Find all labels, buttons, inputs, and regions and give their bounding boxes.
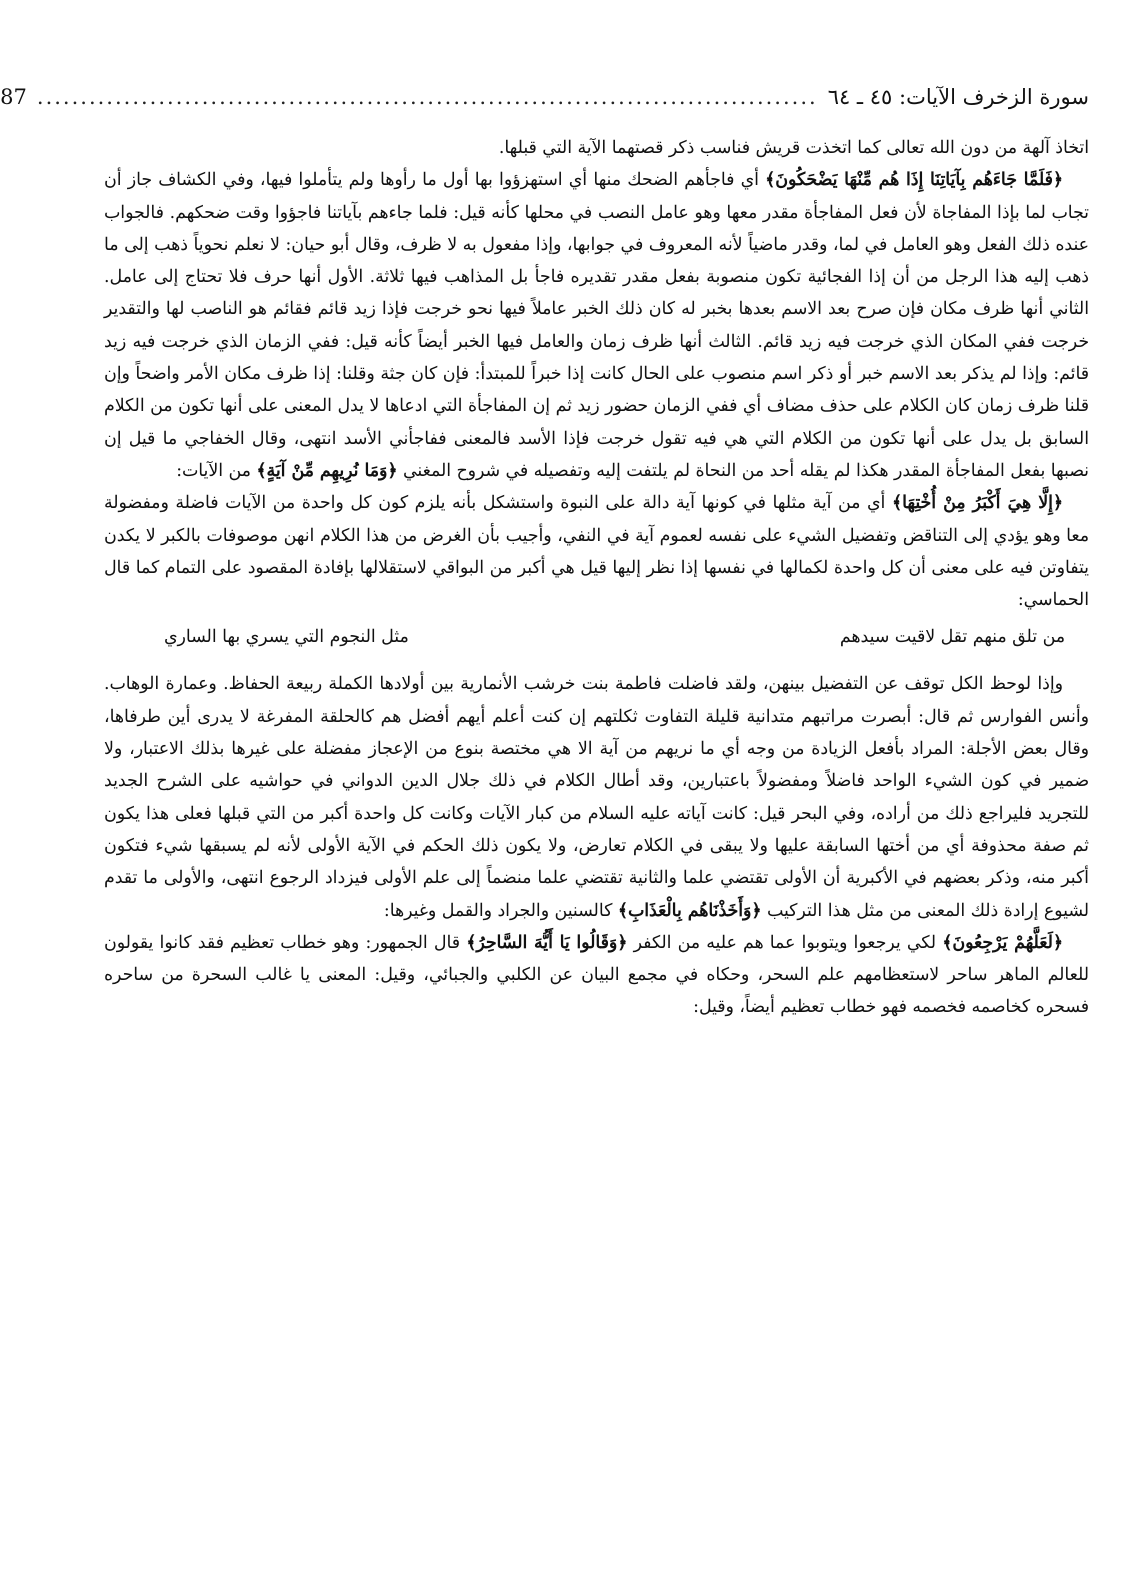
paragraphs-before-verse (104, 132, 1089, 616)
page-body (104, 132, 1089, 1024)
commentary-text: من الآيات: (176, 460, 257, 481)
commentary-text: أي فاجأهم الضحك منها أي استهزؤوا بها أول ما رأوها ولم يتأملوا فيها، وفي الكشاف جاز أن تجاب لما بإذا المفاجاة لأن فعل المفاجأة مقدر معها وهو عامل النصب في محلها كأنه قيل: فلما جاءهم بآياتنا فاجؤوا وقت ضحكهم. فالجواب عنده ذلك الفعل وهو العامل في لما، وقدر ماضياً لأنه المعروف في جوابها، وإذا مفعول به لا ظرف، وقال أبو حيان: لا نعلم نحوياً ذهب إلى ما ذهب إليه هذا الرجل من أن إذا الفجائية تكون منصوبة بفعل مقدر تقديره فاجأ بل المذاهب فيها ثلاثة. الأول أنها حرف فلا تحتاج إلى عامل. الثاني أنها ظرف مكان فإن صرح بعد الاسم بعدها بخبر له كان ذلك الخبر عاملاً فيها نحو خرجت فإذا زيد قائم فقائم هو الناصب لها والتقدير خرجت ففي المكان الذي خرجت فيه زيد قائم. الثالث أنها ظرف زمان والعامل فيها الخبر أيضاً كأنه قيل: ففي الزمان الذي خرجت فيه زيد قائم: وإذا لم يذكر بعد الاسم خبر أو ذكر اسم منصوب على الحال كانت إذا خبراً للمبتدأ: فإن كان جثة وقلنا: إذا ظرف مكان الأمر واضحاً وإن قلنا ظرف زمان كان الكلام على حذف مضاف أي ففي الزمان حضور زيد ثم إن المفاجأة التي ادعاها لا يدل المعنى على أنها تكون من الكلام السابق بل يدل على أنها تكون من الكلام التي هي فيه تقول خرجت فإذا الأسد فالمعنى ففاجأني الأسد انتهى، وقال الخفاجي ما قيل إن نصبها بفعل المفاجأة المقدر هكذا لم يقله أحد من النحاة لم يلتفت إليه وتفصيله في شروح المغني (104, 170, 1089, 481)
quran-quote: ﴿وَقَالُوا يَا أَيُّهَ السَّاحِرُ﴾ (466, 932, 628, 953)
quran-quote: ﴿وَمَا نُرِيهِم مِّنْ آيَةٍ﴾ (256, 460, 398, 481)
commentary-text: لكي يرجعوا ويتوبوا عما هم عليه من الكفر (627, 932, 943, 953)
paragraph (104, 927, 1089, 1024)
paragraph (104, 668, 1089, 926)
page-number: 87 (0, 85, 27, 109)
verse-first-hemistich: من تلق منهم تقل لاقيت سيدهم (839, 627, 1065, 648)
quran-quote: ﴿وَأَخَذْنَاهُم بِالْعَذَابِ﴾ (617, 900, 762, 921)
commentary-text: كالسنين والجراد والقمل وغيرها: (383, 900, 618, 921)
book-page (0, 82, 1089, 1024)
running-header (0, 82, 1089, 116)
quran-quote: ﴿إِلَّا هِيَ أَكْبَرُ مِنْ أُخْتِهَا﴾ (891, 493, 1063, 514)
commentary-text: أي من آية مثلها في كونها آية دالة على النبوة واستشكل بأنه يلزم كون كل واحدة من الآيات فاضلة ومفضولة معا وهو يؤدي إلى التناقض وتفضيل الشيء على نفسه لعموم آية في النفي، وأجيب بأن الغرض من هذا الكلام انهن موصوفات بالكبر لا يكدن يتفاوتن فيه على معنى أن كل واحدة لكمالها في نفسها إذا نظر إليها قيل هي أكبر من البواقي لاستقلالها بإفادة المقصود على التمام كما قال الحماسي: (104, 493, 1089, 611)
paragraph (104, 487, 1089, 616)
paragraph (104, 164, 1089, 487)
poetry-verse (104, 620, 1089, 654)
paragraph (104, 132, 1089, 164)
quran-quote: ﴿لَعَلَّهُمْ يَرْجِعُونَ﴾ (942, 932, 1063, 953)
commentary-text: وإذا لوحظ الكل توقف عن التفضيل بينهن، ولقد فاضلت فاطمة بنت خرشب الأنمارية بين أولادها الكملة ربيعة الحفاظ. وعمارة الوهاب. وأنس الفوارس ثم قال: أبصرت مراتبهم متدانية قليلة التفاوت ثكلتهم إن كنت أعلم أيهم أفضل هم كالحلقة المفرغة لا يدرى أين طرفاها، وقال بعض الأجلة: المراد بأفعل الزيادة من وجه أي ما نريهم من آية الا هي مختصة بنوع من الإعجاز مفضلة على غيرها بذلك الاعتبار، ولا ضمير في كون الشيء الواحد فاضلاً ومفضولاً باعتبارين، وقد أطال الكلام في ذلك جلال الدين الدواني في حواشيه على الشرح الجديد للتجريد فليراجع ذلك من أراده، وفي البحر قيل: كانت آياته عليه السلام من كبار الآيات وكانت كل واحدة أكبر من التي قبلها فعلى هذا يكون ثم صفة محذوفة أي من أختها السابقة عليها ولا يبقى في الكلام تعارض، ولا يكون ذلك الحكم في الآية الأولى لأنه لم يسبقها شيء فتكون أكبر منه، وذكر بعضهم في الأكبرية أن الأولى تقتضي علما والثانية تقتضي علما منضماً إلى علم الأولى فيزداد الرجوع انتهى، والأولى ما تقدم لشيوع إرادة ذلك المعنى من مثل هذا التركيب (104, 674, 1089, 921)
surah-title: سورة الزخرف الآيات: ٤٥ ـ ٦٤ (827, 85, 1089, 109)
quran-quote: ﴿فَلَمَّا جَاءَهُم بِآيَاتِنَا إِذَا هُم مِّنْهَا يَضْحَكُونَ﴾ (765, 170, 1063, 191)
commentary-text: قال الجمهور: وهو خطاب تعظيم فقد كانوا يقولون للعالم الماهر ساحر لاستعظامهم علم السحر، وحكاه في مجمع البيان عن الكلبي والجبائي، وقيل: المعنى يا غالب السحرة من ساحره فسحره كخاصمه فخصمه فهو خطاب تعظيم أيضاً، وقيل: (104, 932, 1089, 1018)
commentary-text: اتخاذ آلهة من دون الله تعالى كما اتخذت قريش فناسب ذكر قصتهما الآية التي قبلها. (498, 138, 1089, 158)
paragraphs-after-verse (104, 668, 1089, 1023)
dot-leader: .......................................................................................... (36, 85, 818, 109)
verse-second-hemistich: مثل النجوم التي يسري بها الساري (164, 627, 409, 648)
